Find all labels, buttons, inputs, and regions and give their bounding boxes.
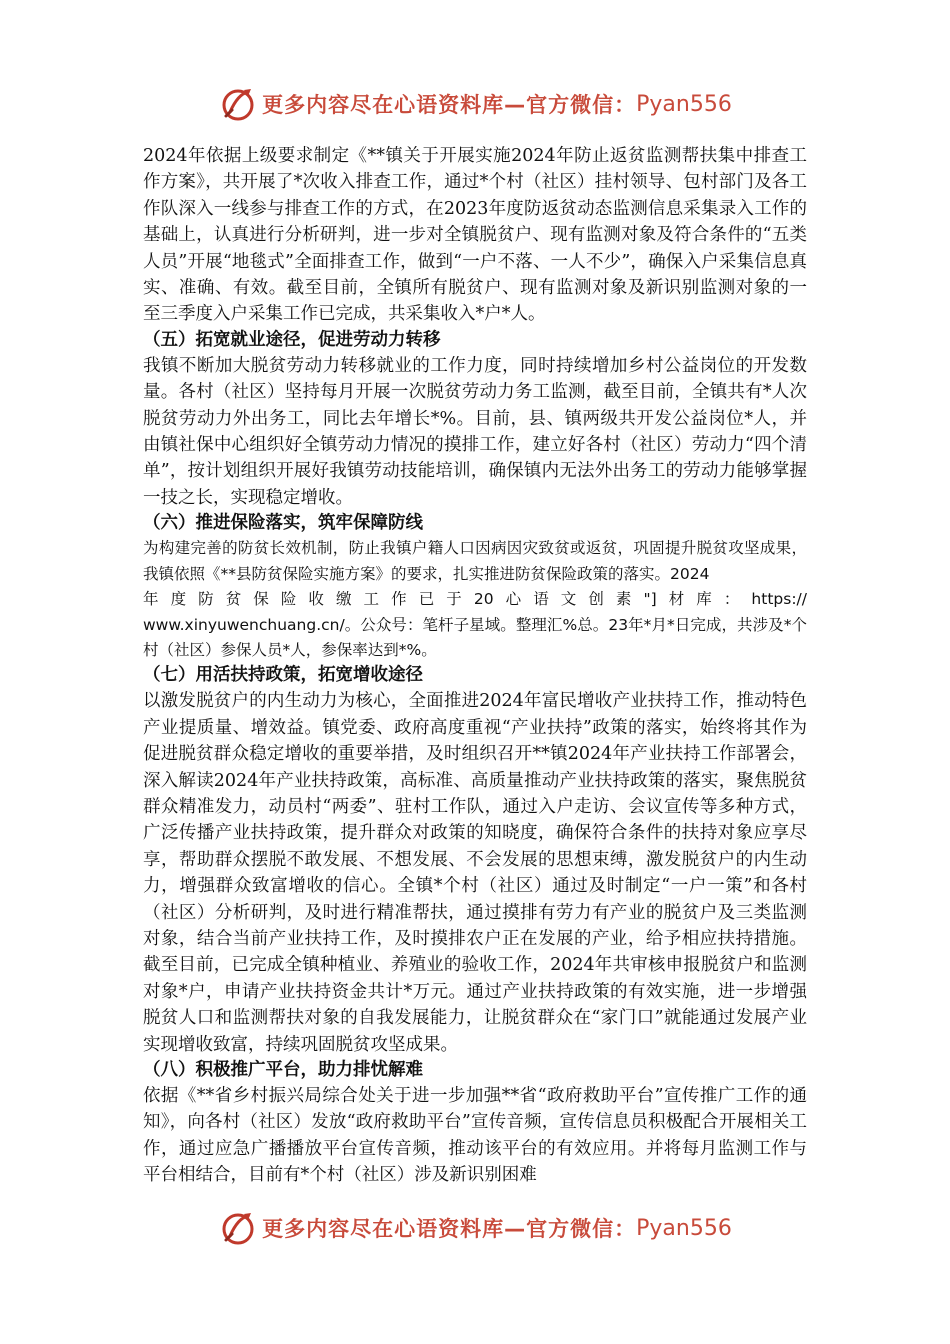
heading-section-8: （八）积极推广平台，助力排忧解难	[143, 1060, 423, 1080]
logo-icon	[218, 1208, 258, 1248]
header-watermark-banner	[0, 82, 950, 126]
banner-text: 更多内容尽在心语资料库—官方微信：	[262, 1217, 637, 1241]
heading-section-7: （七）用活扶持政策，拓宽增收途径	[143, 665, 423, 686]
banner-wechat-id: Pyan556	[636, 91, 732, 117]
document-body	[143, 143, 807, 1189]
paragraph-section-5: 我镇不断加大脱贫劳动力转移就业的工作力度，同时持续增加乡村公益岗位的开发数量。各村（社区）坚持每月开展一次脱贫劳动力务工监测，截至目前，全镇共有*人次脱贫劳动力外出务工，同比去年增长*%。目前，县、镇两级共开发公益岗位*人，并由镇社保中心组织好全镇劳动力情况的摸排工作，建立好各村（社区）劳动力“四个清单”，按计划组织开展好我镇劳动技能培训，确保镇内无法外出务工的劳动力能够掌握一技之长，实现稳定增收。	[143, 355, 807, 508]
footer-watermark-banner	[0, 1206, 950, 1250]
heading-section-5: （五）拓宽就业途径，促进劳动力转移	[143, 329, 441, 350]
paragraph-section-7: 以激发脱贫户的内生动力为核心，全面推进2024年富民增收产业扶持工作，推动特色产业提质量、增效益。镇党委、政府高度重视“产业扶持”政策的落实，始终将其作为促进脱贫群众稳定增收的重要举措，及时组织召开**镇2024年产业扶持工作部署会，深入解读2024年产业扶持政策，高标准、高质量推动产业扶持政策的落实，聚焦脱贫群众精准发力，动员村“两委”、驻村工作队，通过入户走访、会议宣传等多种方式，广泛传播产业扶持政策，提升群众对政策的知晓度，确保符合条件的扶持对象应享尽享，帮助群众摆脱不敢发展、不想发展、不会发展的思想束缚，激发脱贫户的内生动力，增强群众致富增收的信心。全镇*个村（社区）通过及时制定“一户一策”和各村（社区）分析研判，及时进行精准帮扶，通过摸排有劳力有产业的脱贫户及三类监测对象，结合当前产业扶持工作，及时摸排农户正在发展的产业，给予相应扶持措施。截至目前，已完成全镇种植业、养殖业的验收工作，2024年共审核申报脱贫户和监测对象*户，申请产业扶持资金共计*万元。通过产业扶持政策的有效实施，进一步增强脱贫人口和监测帮扶对象的自我发展能力，让脱贫群众在“家门口”就能通过发展产业实现增收致富，持续巩固脱贫攻坚成果。	[143, 691, 807, 1055]
banner-text: 更多内容尽在心语资料库—官方微信：	[262, 93, 637, 117]
logo-icon	[218, 84, 258, 124]
paragraph-section-6b: 年度防贫保险收缴工作已于20心语文创素"]材库：https://	[143, 590, 807, 609]
heading-section-6: （六）推进保险落实，筑牢保障防线	[143, 513, 423, 534]
paragraph-section-6a: 为构建完善的防贫长效机制，防止我镇户籍人口因病因灾致贫或返贫，巩固提升脱贫攻坚成果，我镇依照《**县防贫保险实施方案》的要求，扎实推进防贫保险政策的落实。2024	[143, 539, 807, 583]
paragraph-section-8: 依据《**省乡村振兴局综合处关于进一步加强**省“政府救助平台”宣传推广工作的通知》，向各村（社区）发放“政府救助平台”宣传音频，宣传信息员积极配合开展相关工作，通过应急广播播放平台宣传音频，推动该平台的有效应用。并将每月监测工作与平台相结合，目前有*个村（社区）涉及新识别困难	[143, 1086, 807, 1186]
paragraph-section-6c: www.xinyuwenchuang.cn/。公众号：笔杆子星域。整理汇%总。23年*月*日完成，共涉及*个村（社区）参保人员*人，参保率达到*%。	[143, 615, 807, 659]
paragraph-intro: 2024年依据上级要求制定《**镇关于开展实施2024年防止返贫监测帮扶集中排查工作方案》，共开展了*次收入排查工作，通过*个村（社区）挂村领导、包村部门及各工作队深入一线参与排查工作的方式，在2023年度防返贫动态监测信息采集录入工作的基础上，认真进行分析研判，进一步对全镇脱贫户、现有监测对象及符合条件的“五类人员”开展“地毯式”全面排查工作，做到“一户不落、一人不少”，确保入户采集信息真实、准确、有效。截至目前，全镇所有脱贫户、现有监测对象及新识别监测对象的一至三季度入户采集工作已完成，共采集收入*户*人。	[143, 146, 807, 325]
banner-wechat-id: Pyan556	[636, 1215, 732, 1241]
